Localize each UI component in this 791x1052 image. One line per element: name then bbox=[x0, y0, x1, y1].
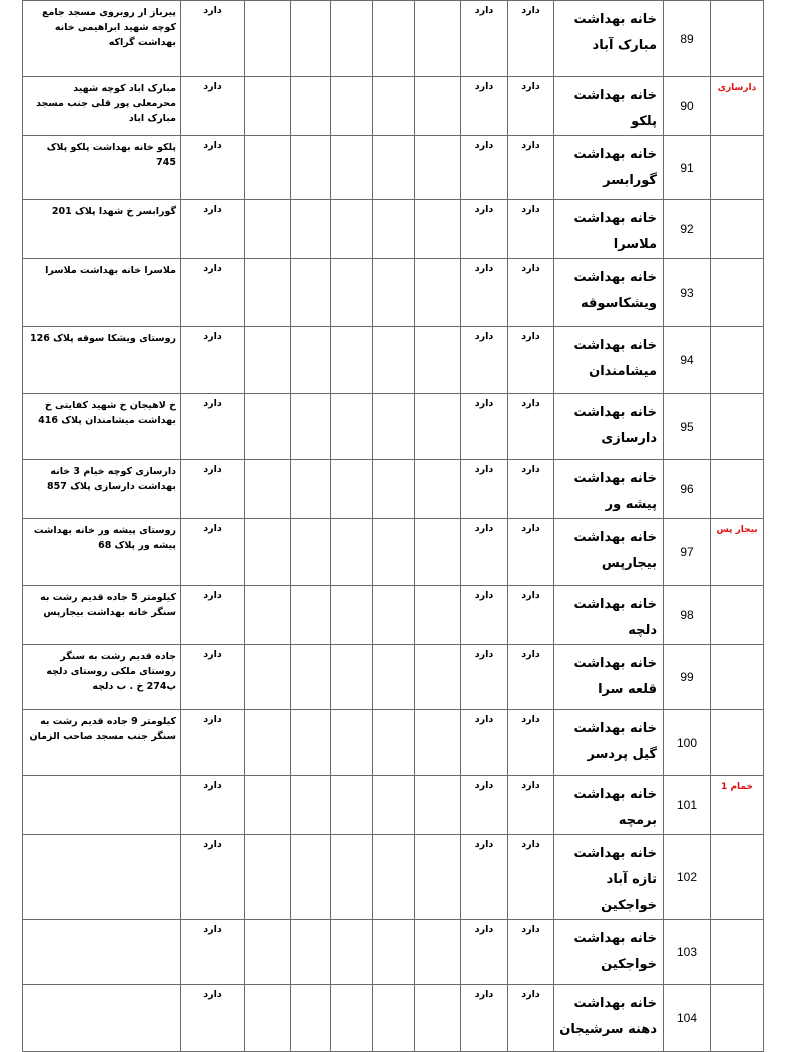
empty-cell bbox=[245, 460, 291, 519]
empty-cell bbox=[245, 776, 291, 835]
empty-cell bbox=[331, 394, 373, 460]
region-label: دارسازی bbox=[711, 77, 764, 136]
region-label bbox=[711, 327, 764, 394]
status-cell-2: دارد bbox=[461, 645, 508, 710]
status-cell-1: دارد bbox=[181, 586, 245, 645]
address-cell: روستای ویشکا سوقه پلاک 126 bbox=[23, 327, 181, 394]
empty-cell bbox=[245, 645, 291, 710]
empty-cell bbox=[291, 920, 331, 985]
status-cell-3: دارد bbox=[508, 519, 554, 586]
address-cell: کیلومتر 5 جاده قدیم رشت به سنگر خانه بهداشت بیجارپس bbox=[23, 586, 181, 645]
row-number: 89 bbox=[664, 1, 711, 77]
status-cell-1: دارد bbox=[181, 460, 245, 519]
address-cell bbox=[23, 835, 181, 920]
table-row bbox=[23, 985, 764, 1052]
empty-cell bbox=[331, 985, 373, 1052]
empty-cell bbox=[291, 460, 331, 519]
table-row bbox=[23, 519, 764, 586]
status-cell-1: دارد bbox=[181, 136, 245, 200]
region-label bbox=[711, 394, 764, 460]
region-label bbox=[711, 645, 764, 710]
address-cell: کیلومتر 9 جاده قدیم رشت به سنگر جنب مسجد صاحب الزمان bbox=[23, 710, 181, 776]
status-cell-2: دارد bbox=[461, 1, 508, 77]
region-label bbox=[711, 460, 764, 519]
empty-cell bbox=[331, 920, 373, 985]
empty-cell bbox=[415, 327, 461, 394]
empty-cell bbox=[415, 394, 461, 460]
empty-cell bbox=[415, 136, 461, 200]
empty-cell bbox=[373, 394, 415, 460]
row-number: 93 bbox=[664, 259, 711, 327]
row-number: 95 bbox=[664, 394, 711, 460]
region-label bbox=[711, 985, 764, 1052]
address-cell bbox=[23, 776, 181, 835]
empty-cell bbox=[331, 460, 373, 519]
table-row bbox=[23, 259, 764, 327]
empty-cell bbox=[245, 920, 291, 985]
status-cell-2: دارد bbox=[461, 394, 508, 460]
empty-cell bbox=[373, 327, 415, 394]
region-label bbox=[711, 259, 764, 327]
empty-cell bbox=[245, 710, 291, 776]
health-house-name: خانه بهداشت پلکو bbox=[554, 77, 664, 136]
empty-cell bbox=[331, 136, 373, 200]
status-cell-1: دارد bbox=[181, 394, 245, 460]
health-house-name: خانه بهداشت دلچه bbox=[554, 586, 664, 645]
row-number: 94 bbox=[664, 327, 711, 394]
address-cell: خ لاهیجان خ شهید کفایتی خ بهداشت میشامندان پلاک 416 bbox=[23, 394, 181, 460]
table-row bbox=[23, 835, 764, 920]
empty-cell bbox=[245, 327, 291, 394]
status-cell-1: دارد bbox=[181, 645, 245, 710]
empty-cell bbox=[291, 776, 331, 835]
row-number: 103 bbox=[664, 920, 711, 985]
empty-cell bbox=[331, 776, 373, 835]
table-row bbox=[23, 920, 764, 985]
status-cell-3: دارد bbox=[508, 77, 554, 136]
empty-cell bbox=[415, 259, 461, 327]
health-house-name: خانه بهداشت دهنه سرشیجان bbox=[554, 985, 664, 1052]
empty-cell bbox=[373, 1, 415, 77]
status-cell-3: دارد bbox=[508, 259, 554, 327]
empty-cell bbox=[415, 645, 461, 710]
region-label bbox=[711, 920, 764, 985]
empty-cell bbox=[331, 586, 373, 645]
status-cell-2: دارد bbox=[461, 200, 508, 259]
status-cell-3: دارد bbox=[508, 460, 554, 519]
empty-cell bbox=[245, 77, 291, 136]
row-number: 97 bbox=[664, 519, 711, 586]
empty-cell bbox=[331, 835, 373, 920]
empty-cell bbox=[291, 394, 331, 460]
empty-cell bbox=[415, 586, 461, 645]
row-number: 90 bbox=[664, 77, 711, 136]
status-cell-3: دارد bbox=[508, 394, 554, 460]
status-cell-2: دارد bbox=[461, 710, 508, 776]
empty-cell bbox=[373, 519, 415, 586]
table-row bbox=[23, 327, 764, 394]
row-number: 100 bbox=[664, 710, 711, 776]
status-cell-3: دارد bbox=[508, 835, 554, 920]
empty-cell bbox=[291, 645, 331, 710]
health-house-name: خانه بهداشت دارسازی bbox=[554, 394, 664, 460]
row-number: 92 bbox=[664, 200, 711, 259]
empty-cell bbox=[291, 136, 331, 200]
empty-cell bbox=[331, 77, 373, 136]
status-cell-3: دارد bbox=[508, 776, 554, 835]
address-cell: دارسازی کوچه خیام 3 خانه بهداشت دارسازی پلاک 857 bbox=[23, 460, 181, 519]
empty-cell bbox=[291, 835, 331, 920]
empty-cell bbox=[291, 77, 331, 136]
empty-cell bbox=[245, 259, 291, 327]
table-row bbox=[23, 200, 764, 259]
health-house-name: خانه بهداشت برمچه bbox=[554, 776, 664, 835]
status-cell-1: دارد bbox=[181, 77, 245, 136]
address-cell: ملاسرا خانه بهداشت ملاسرا bbox=[23, 259, 181, 327]
empty-cell bbox=[245, 586, 291, 645]
status-cell-3: دارد bbox=[508, 136, 554, 200]
empty-cell bbox=[245, 835, 291, 920]
region-label bbox=[711, 1, 764, 77]
empty-cell bbox=[291, 200, 331, 259]
empty-cell bbox=[373, 645, 415, 710]
health-house-name: خانه بهداشت قلعه سرا bbox=[554, 645, 664, 710]
health-house-name: خانه بهداشت پیشه ور bbox=[554, 460, 664, 519]
empty-cell bbox=[415, 710, 461, 776]
status-cell-3: دارد bbox=[508, 645, 554, 710]
status-cell-1: دارد bbox=[181, 519, 245, 586]
address-cell: روستای پیشه ور خانه بهداشت پیشه ور پلاک 68 bbox=[23, 519, 181, 586]
empty-cell bbox=[331, 645, 373, 710]
status-cell-1: دارد bbox=[181, 776, 245, 835]
empty-cell bbox=[245, 519, 291, 586]
row-number: 102 bbox=[664, 835, 711, 920]
table-row bbox=[23, 77, 764, 136]
table-body bbox=[23, 1, 764, 1052]
empty-cell bbox=[373, 920, 415, 985]
empty-cell bbox=[245, 985, 291, 1052]
status-cell-2: دارد bbox=[461, 327, 508, 394]
status-cell-3: دارد bbox=[508, 327, 554, 394]
empty-cell bbox=[331, 710, 373, 776]
status-cell-1: دارد bbox=[181, 920, 245, 985]
status-cell-1: دارد bbox=[181, 710, 245, 776]
status-cell-3: دارد bbox=[508, 200, 554, 259]
address-cell bbox=[23, 920, 181, 985]
empty-cell bbox=[291, 519, 331, 586]
address-cell: گورابسر خ شهدا پلاک 201 bbox=[23, 200, 181, 259]
empty-cell bbox=[373, 200, 415, 259]
address-cell bbox=[23, 985, 181, 1052]
table-row bbox=[23, 645, 764, 710]
table-row bbox=[23, 1, 764, 77]
status-cell-2: دارد bbox=[461, 920, 508, 985]
empty-cell bbox=[291, 985, 331, 1052]
row-number: 96 bbox=[664, 460, 711, 519]
empty-cell bbox=[331, 327, 373, 394]
empty-cell bbox=[373, 776, 415, 835]
region-label bbox=[711, 835, 764, 920]
empty-cell bbox=[245, 136, 291, 200]
status-cell-1: دارد bbox=[181, 200, 245, 259]
region-label bbox=[711, 586, 764, 645]
status-cell-2: دارد bbox=[461, 835, 508, 920]
empty-cell bbox=[245, 200, 291, 259]
empty-cell bbox=[291, 327, 331, 394]
address-cell: مبارک اباد کوچه شهید محرمعلی پور قلی جنب مسجد مبارک اباد bbox=[23, 77, 181, 136]
status-cell-3: دارد bbox=[508, 985, 554, 1052]
empty-cell bbox=[415, 200, 461, 259]
empty-cell bbox=[373, 586, 415, 645]
status-cell-3: دارد bbox=[508, 710, 554, 776]
empty-cell bbox=[373, 136, 415, 200]
status-cell-2: دارد bbox=[461, 259, 508, 327]
empty-cell bbox=[291, 586, 331, 645]
status-cell-2: دارد bbox=[461, 136, 508, 200]
empty-cell bbox=[415, 985, 461, 1052]
status-cell-1: دارد bbox=[181, 259, 245, 327]
empty-cell bbox=[415, 776, 461, 835]
status-cell-2: دارد bbox=[461, 776, 508, 835]
status-cell-2: دارد bbox=[461, 586, 508, 645]
row-number: 98 bbox=[664, 586, 711, 645]
health-house-name: خانه بهداشت گیل پردسر bbox=[554, 710, 664, 776]
region-label bbox=[711, 200, 764, 259]
empty-cell bbox=[373, 460, 415, 519]
status-cell-1: دارد bbox=[181, 327, 245, 394]
region-label: بیجار پس bbox=[711, 519, 764, 586]
table-row bbox=[23, 710, 764, 776]
empty-cell bbox=[373, 710, 415, 776]
empty-cell bbox=[331, 259, 373, 327]
empty-cell bbox=[331, 1, 373, 77]
empty-cell bbox=[415, 835, 461, 920]
empty-cell bbox=[331, 200, 373, 259]
empty-cell bbox=[373, 77, 415, 136]
empty-cell bbox=[291, 710, 331, 776]
empty-cell bbox=[291, 1, 331, 77]
address-cell: پیرباز ار روبروی مسجد جامع کوچه شهید ابراهیمی خانه بهداشت گراکه bbox=[23, 1, 181, 77]
status-cell-2: دارد bbox=[461, 519, 508, 586]
empty-cell bbox=[373, 835, 415, 920]
status-cell-1: دارد bbox=[181, 835, 245, 920]
address-cell: پلکو خانه بهداشت پلکو پلاک 745 bbox=[23, 136, 181, 200]
row-number: 104 bbox=[664, 985, 711, 1052]
health-houses-table bbox=[22, 0, 764, 1052]
table-row bbox=[23, 586, 764, 645]
health-house-name: خانه بهداشت تازه آباد خواجکین bbox=[554, 835, 664, 920]
address-cell: جاده قدیم رشت به سنگر روستای ملکی روستای دلچه پ274 خ . ب دلچه bbox=[23, 645, 181, 710]
region-label bbox=[711, 710, 764, 776]
health-house-name: خانه بهداشت خواجکین bbox=[554, 920, 664, 985]
table-row bbox=[23, 136, 764, 200]
empty-cell bbox=[373, 985, 415, 1052]
empty-cell bbox=[245, 1, 291, 77]
empty-cell bbox=[415, 460, 461, 519]
table-row bbox=[23, 460, 764, 519]
health-house-name: خانه بهداشت بیجارپس bbox=[554, 519, 664, 586]
status-cell-3: دارد bbox=[508, 586, 554, 645]
region-label bbox=[711, 136, 764, 200]
empty-cell bbox=[245, 394, 291, 460]
row-number: 91 bbox=[664, 136, 711, 200]
row-number: 99 bbox=[664, 645, 711, 710]
row-number: 101 bbox=[664, 776, 711, 835]
status-cell-2: دارد bbox=[461, 460, 508, 519]
table-row bbox=[23, 394, 764, 460]
empty-cell bbox=[331, 519, 373, 586]
status-cell-1: دارد bbox=[181, 985, 245, 1052]
status-cell-2: دارد bbox=[461, 985, 508, 1052]
status-cell-3: دارد bbox=[508, 1, 554, 77]
region-label: خمام 1 bbox=[711, 776, 764, 835]
empty-cell bbox=[291, 259, 331, 327]
status-cell-1: دارد bbox=[181, 1, 245, 77]
health-house-name: خانه بهداشت ملاسرا bbox=[554, 200, 664, 259]
health-house-name: خانه بهداشت مبارک آباد bbox=[554, 1, 664, 77]
health-house-name: خانه بهداشت ویشکاسوقه bbox=[554, 259, 664, 327]
empty-cell bbox=[415, 519, 461, 586]
table-row bbox=[23, 776, 764, 835]
status-cell-3: دارد bbox=[508, 920, 554, 985]
empty-cell bbox=[415, 1, 461, 77]
health-house-name: خانه بهداشت میشامندان bbox=[554, 327, 664, 394]
empty-cell bbox=[373, 259, 415, 327]
health-house-name: خانه بهداشت گورابسر bbox=[554, 136, 664, 200]
empty-cell bbox=[415, 77, 461, 136]
empty-cell bbox=[415, 920, 461, 985]
status-cell-2: دارد bbox=[461, 77, 508, 136]
